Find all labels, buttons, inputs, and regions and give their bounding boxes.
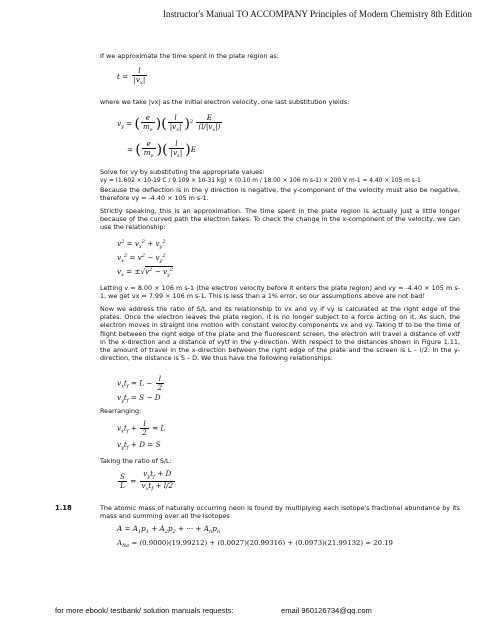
section-text: The atomic mass of naturally occurring neon is found by multiplying each isotope's fractional abundance by its mass and summing over all the isotopes <box>100 504 460 521</box>
equation-v-squared: $v^2 = v_x^2 + v_y^2$ <box>117 239 166 250</box>
paragraph-approximation: Strictly speaking, this is an approximation. The time spent in the plate region is actually just a little longer because of the curved path the electron takes. To check the change in the x-component of the velocity, we can use the relationship: <box>100 207 460 232</box>
paragraph-negative-deflection: Because the deflection is in the y direction is negative, the y-component of the velocity must also be negative, therefore vy = -4.40 × 105 m s-1. <box>100 186 460 203</box>
equation-relation-1: $v_xt_f = L$ − $\frac{l}{2}$ <box>117 374 163 392</box>
equation-neon-mass: $A_{Ne} = (0.9000)(19.99212) + (0.0027)(20.99316) + (0.0973)(21.99132) = 20.19$ <box>117 539 393 549</box>
paragraph-velocity-check: Letting v = 8.00 × 106 m s-1 (the electron velocity before it enters the plate region) and vy = -4.40 × 105 m s-1, we get vx = 7.99 × 106 m s-1. This is less than a 1% error, so our assumptions above are not bad! <box>100 284 460 301</box>
paragraph-solve-vy: Solve for vy by substituting the appropriate values: <box>100 168 265 176</box>
equation-atomic-mass-general: $A = A_1p_1 + A_2p_2$ + ··· + $A_np_n$ <box>117 524 221 535</box>
paragraph-rearranging: Rearranging: <box>100 407 142 415</box>
paragraph-ratio-discussion: Now we address the ratio of S/L and its relationship to vx and vy if vy is calculated at the right edge of the plates. Once the electron leaves the plate region, it is no longer subject to a force acting on it. As such, the electron moves in straight line motion with constant velocity components vx and vy. Taking tf to be the time of flight between the right edge of the plate and the fluorescent screen, the electron will travel a distance of vxtf in the x-direction and a distance of vytf in the y-direction. With respect to the distances shown in Figure 1.11, the amount of travel in the x-direction between the right edge of the plate and the screen is L – l/2. In the y-direction, the distance is S – D. We thus have the following relationships: <box>100 305 460 363</box>
equation-relation-4: $v_yt_f + D = S$ <box>117 440 161 451</box>
equation-vy-line1: $v_y$ = ( $\frac{e}{m_e}$ )( $\frac{l}{|v_x|}$ )$^2$ $\frac{E}{(l/|v_x|)}$ <box>117 113 221 133</box>
paragraph-vy-value: vy = (1.602 × 10-19 C / 9.109 × 10-31 kg) × (0.10 m / 18.00 × 106 m s-1) × 200 V m-1 = 4.40 × 105 m s-1 <box>100 178 421 184</box>
footer-request-text: for more ebook/ testbank/ solution manuals requests: <box>55 606 234 615</box>
equation-time: t = $\frac{l}{|v_x|}$ <box>117 66 146 86</box>
equation-ratio: $\frac{S}{L}$ = $\frac{v_yt_f + D}{v_xt_f + l/2}$ <box>120 469 174 492</box>
page-header: Instructor's Manual TO ACCOMPANY Principles of Modern Chemistry 8th Edition <box>162 9 472 19</box>
equation-relation-3: $v_xt_f$ + $\frac{l}{2}$ = L <box>117 419 166 437</box>
equation-relation-2: $v_yt_f = S - D$ <box>117 393 161 404</box>
section-number: 1.18 <box>55 504 72 512</box>
equation-vy-line2: = ( $\frac{e}{m_e}$ )( $\frac{l}{|v_x|}$ )E <box>127 139 196 159</box>
paragraph-ratio: Taking the ratio of S/L: <box>100 457 172 465</box>
equation-vx-root: $v_x = \pm√v^2 - v_y^2$ <box>117 267 174 278</box>
paragraph-substitution: where we take |vx| as the initial electron velocity, one last substitution yields: <box>100 98 350 106</box>
footer-email-link[interactable]: email 960126734@qq.com <box>281 606 372 615</box>
equation-vx-squared: $v_x^2 = v^2 - v_y^2$ <box>117 253 166 264</box>
paragraph-approx-time: If we approximate the time spent in the plate region as: <box>100 52 279 60</box>
page-footer <box>55 606 455 615</box>
